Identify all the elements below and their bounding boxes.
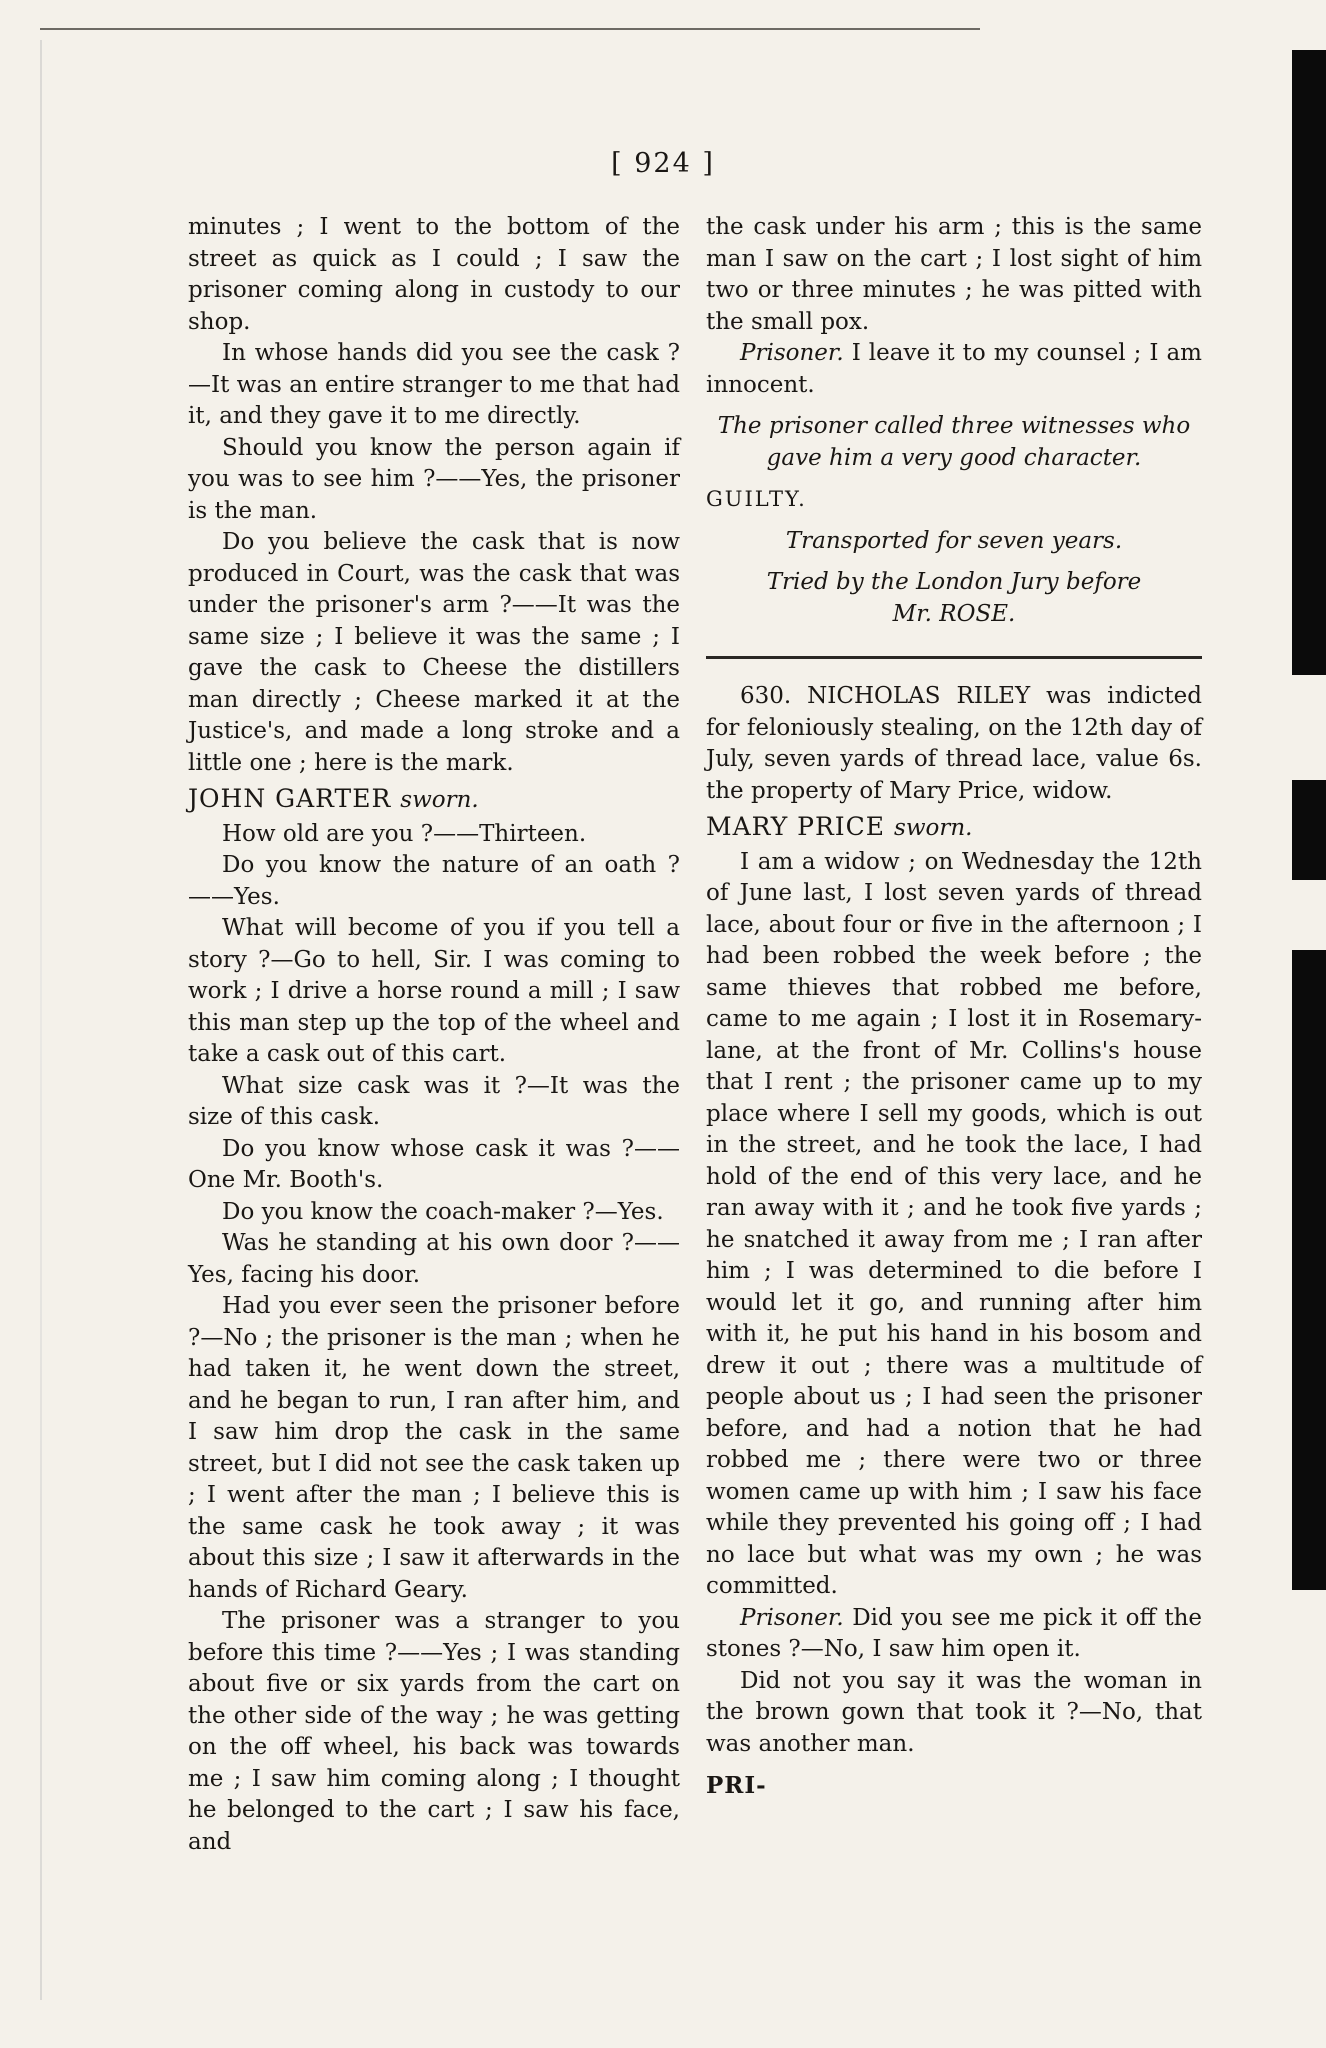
sentence (706, 526, 1202, 558)
paragraph: Do you know the coach-maker ?—Yes. (222, 1198, 664, 1225)
paragraph: What will become of you if you tell a story ?—Go to hell, Sir. I was coming to work ; I drive a horse round a mill ; I saw this man step up the top of the wheel and take a cask out of this cart. (188, 915, 680, 1067)
paragraph: Should you know the person again if you was to see him ?——Yes, the prisoner is the man. (188, 434, 680, 524)
catchword: PRI- (706, 1772, 767, 1799)
verdict: GUILTY. (706, 487, 807, 511)
witness-heading (706, 811, 1202, 845)
paragraph: Do you know the nature of an oath ?——Yes. (188, 852, 680, 910)
witness-heading (188, 783, 680, 817)
left-column (188, 212, 680, 1858)
judge-name-text: Mr. ROSE. (892, 600, 1016, 627)
paragraph: Did not you say it was the woman in the brown gown that took it ?—No, that was another man. (706, 1667, 1202, 1757)
paragraph: The prisoner was a stranger to you before this time ?——Yes ; I was standing about five or six yards from the cart on the other side of the way ; he was getting on the off wheel, his back was towards me ; I saw him coming along ; I thought he belonged to the cart ; I saw his face, and (188, 1608, 680, 1855)
paragraph: Do you believe the cask that is now produced in Court, was the cask that was under the prisoner's arm ?——It was the same size ; I believe it was the same ; I gave the cask to Cheese the distillers man directly ; Cheese marked it at the Justice's, and made a long stroke and a little one ; here is the mark. (188, 529, 680, 776)
scan-top-rule (40, 28, 980, 30)
sentence-text: Transported for seven years. (785, 527, 1123, 554)
paragraph: How old are you ?——Thirteen. (222, 820, 587, 847)
prisoner-text: Did you see me pick it off the stones ?—No, I saw him open it. (706, 1604, 1202, 1662)
scan-edge-bar (1292, 780, 1326, 880)
witness-name: MARY PRICE (706, 812, 886, 841)
page-number: [ 924 ] (611, 148, 715, 179)
character-note-text: The prisoner called three witnesses who gave him a very good character. (717, 413, 1191, 471)
tried-by (706, 567, 1202, 599)
paragraph: Had you ever seen the prisoner before ?—No ; the prisoner is the man ; when he had taken it, he went down the street, and he began to run, I ran after him, and I saw him drop the cask in the same street, but I did not see the cask taken up ; I went after the man ; I believe this is the same cask he took away ; it was about this size ; I saw it afterwards in the hands of Richard Geary. (188, 1293, 680, 1603)
scan-edge-bar (1292, 50, 1326, 675)
case-paragraph: 630. NICHOLAS RILEY was indicted for feloniously stealing, on the 12th day of July, seven yards of thread lace, value 6s. the property of Mary Price, widow. (706, 683, 1202, 804)
sworn-label: sworn. (400, 787, 479, 813)
section-divider (706, 656, 1202, 659)
paragraph: What size cask was it ?—It was the size of this cask. (188, 1072, 680, 1130)
scan-edge-bar (1292, 950, 1326, 1590)
sworn-label: sworn. (894, 815, 973, 841)
right-column (706, 212, 1202, 1802)
paragraph: I am a widow ; on Wednesday the 12th of June last, I lost seven yards of thread lace, about four or five in the afternoon ; I had been robbed the week before ; the same thieves that robbed me before, came to me again ; I lost it in Rosemary-lane, at the front of Mr. Collins's house that I rent ; the prisoner came up to my place where I sell my goods, which is out in the street, and he took the lace, I had hold of the end of this very lace, and he ran away with it ; and he took five yards ; he snatched it away from me ; I ran after him ; I was determined to die before I would let it go, and running after him with it, he put his hand in his bosom and drew it out ; there was a multitude of people about us ; I had seen the prisoner before, and had a notion that he had robbed me ; there were two or three women came up with him ; I saw his face while they prevented his going off ; I had no lace but what was my own ; he was committed. (706, 848, 1202, 1599)
prisoner-statement (706, 338, 1202, 401)
tried-by-text: Tried by the London Jury before (766, 569, 1142, 595)
paragraph: the cask under his arm ; this is the same man I saw on the cart ; I lost sight of him two or three minutes ; he was pitted with the small pox. (706, 214, 1202, 335)
witness-name: JOHN GARTER (188, 784, 392, 813)
paragraph: Was he standing at his own door ?——Yes, facing his door. (188, 1230, 680, 1288)
prisoner-label: Prisoner. (740, 340, 844, 366)
paragraph: In whose hands did you see the cask ?—It was an entire stranger to me that had it, and they gave it to me directly. (188, 340, 680, 429)
scan-left-edge (40, 40, 42, 2000)
paragraph: Do you know whose cask it was ?——One Mr. Booth's. (188, 1135, 680, 1193)
prisoner-label: Prisoner. (740, 1604, 844, 1631)
judge-name (706, 599, 1202, 631)
paragraph: minutes ; I went to the bottom of the street as quick as I could ; I saw the prisoner coming along in custody to our shop. (188, 214, 680, 335)
prisoner-text: I leave it to my counsel ; I am innocent. (706, 340, 1202, 398)
character-note (706, 411, 1202, 474)
prisoner-statement (706, 1603, 1202, 1666)
